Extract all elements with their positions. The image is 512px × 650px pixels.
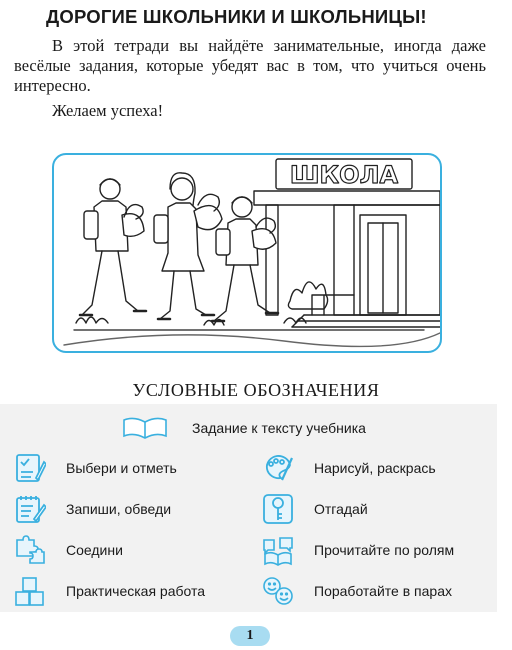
page-title: ДОРОГИЕ ШКОЛЬНИКИ И ШКОЛЬНИЦЫ! xyxy=(46,6,427,27)
girl-middle xyxy=(154,173,222,319)
legend-title: УСЛОВНЫЕ ОБОЗНАЧЕНИЯ xyxy=(132,380,380,400)
palette-brush-icon xyxy=(262,452,294,484)
legend-item-write: Запиши, обведи xyxy=(14,493,171,525)
key-icon xyxy=(262,493,294,525)
legend-item-pairs: Поработайте в парах xyxy=(262,575,452,607)
book-speech-icon xyxy=(262,534,294,566)
two-smileys-icon xyxy=(262,575,294,607)
legend-item-connect: Соедини xyxy=(14,534,123,566)
legend-item-textbook: Задание к тексту учебника xyxy=(120,414,366,442)
legend-item-draw: Нарисуй, раскрась xyxy=(262,452,436,484)
school-sign xyxy=(276,159,412,189)
legend-item-guess: Отгадай xyxy=(262,493,368,525)
open-book-icon xyxy=(120,414,170,442)
boy-right xyxy=(212,197,278,321)
cubes-icon xyxy=(14,575,46,607)
legend-panel xyxy=(0,404,497,612)
boy-left xyxy=(80,179,146,315)
puzzle-icon xyxy=(14,534,46,566)
school-building xyxy=(254,191,440,327)
checklist-pencil-icon xyxy=(14,452,46,484)
intro-paragraph: В этой тетради вы найдёте занимательные, иногда даже весёлые задания, которые убедят вас в том, что учиться очень интересно. xyxy=(14,36,486,95)
wish-text: Желаем успеха! xyxy=(52,101,164,120)
school-illustration xyxy=(52,153,442,353)
legend-item-choose: Выбери и отметь xyxy=(14,452,177,484)
notepad-pen-icon xyxy=(14,493,46,525)
legend-item-roles: Прочитайте по ролям xyxy=(262,534,454,566)
legend-item-practical: Практическая работа xyxy=(14,575,205,607)
page-number: 1 xyxy=(230,626,270,646)
school-sign-text: ШКОЛА xyxy=(289,161,399,189)
